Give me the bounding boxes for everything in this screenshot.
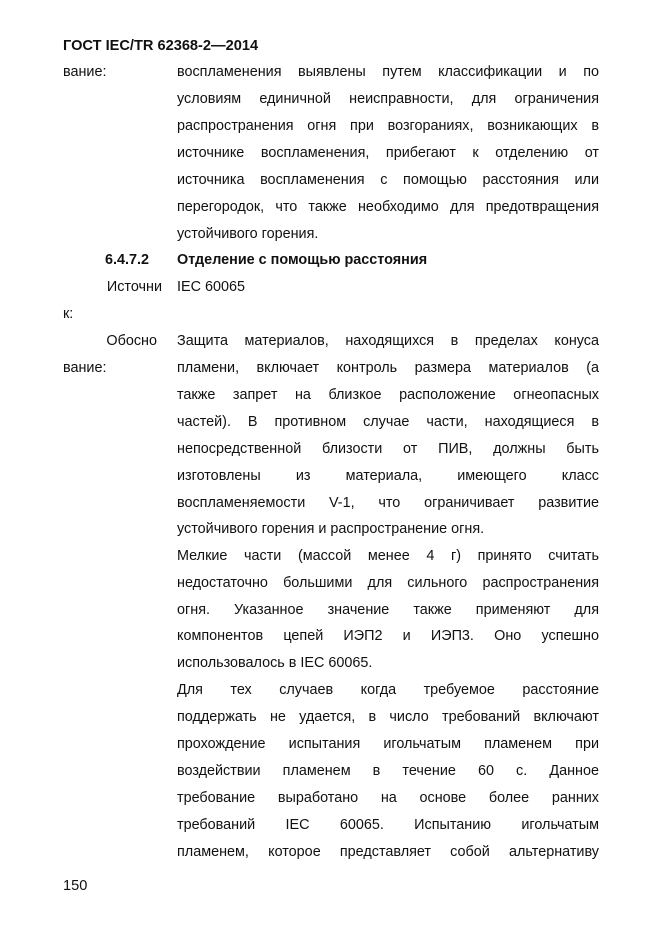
text-line: перегородок, что также необходимо для предотвращения [177, 199, 599, 215]
text-line: использовалось в IEC 60065. [177, 655, 373, 671]
text-line: огня. Указанное значение также применяют для [177, 602, 599, 618]
text-line: частей). В противном случае части, находящиеся в [177, 414, 599, 430]
text-line: пламени, включает контроль размера материалов (а [177, 360, 599, 376]
text-line: требований IEC 60065. Испытанию игольчатым [177, 817, 599, 833]
text-line: Для тех случаев когда требуемое расстояние [177, 682, 599, 698]
document-header: ГОСТ IEC/TR 62368-2—2014 [63, 38, 259, 54]
text-line: компонентов цепей ИЭП2 и ИЭП3. Оно успешно [177, 628, 599, 644]
source-value: IEC 60065 [177, 279, 246, 295]
text-line: воспламенения выявлены путем классификации и по [177, 64, 599, 80]
text-line: устойчивого горения и распространение огня. [177, 521, 485, 537]
section-number: 6.4.7.2 [104, 252, 149, 268]
rationale-label: Обосно [106, 333, 157, 349]
text-line: распространения огня при возгораниях, возникающих в [177, 118, 599, 134]
text-line: Мелкие части (массой менее 4 г) принято считать [177, 548, 599, 564]
text-line: пламенем, которое представляет собой альтернативу [177, 844, 599, 860]
text-line: требование выработано на основе более ранних [177, 790, 599, 806]
source-label: Источни [106, 279, 162, 295]
text-line: воздействии пламенем в течение 60 с. Данное [177, 763, 599, 779]
text-line: источника воспламенения с помощью расстояния или [177, 172, 599, 188]
section-title: Отделение с помощью расстояния [177, 252, 428, 268]
text-line: поддержать не удается, в число требований включают [177, 709, 599, 725]
text-line: прохождение испытания игольчатым пламенем при [177, 736, 599, 752]
text-line: также запрет на близкое расположение огнеопасных [177, 387, 599, 403]
source-label-cont: к: [63, 306, 74, 322]
text-line: условиям единичной неисправности, для ограничения [177, 91, 599, 107]
text-line: Защита материалов, находящихся в пределах конуса [177, 333, 599, 349]
text-line: источнике воспламенения, прибегают к отделению от [177, 145, 599, 161]
text-line: воспламеняемости V-1, что ограничивает развитие [177, 495, 599, 511]
text-line: непосредственной близости от ПИВ, должны быть [177, 441, 599, 457]
text-line: устойчивого горения. [177, 226, 319, 242]
text-line: недостаточно большими для сильного распространения [177, 575, 599, 591]
rationale-label-cont: вание: [63, 360, 107, 376]
row-label: вание: [63, 64, 107, 80]
page-number: 150 [63, 878, 88, 894]
text-line: изготовлены из материала, имеющего класс [177, 468, 599, 484]
